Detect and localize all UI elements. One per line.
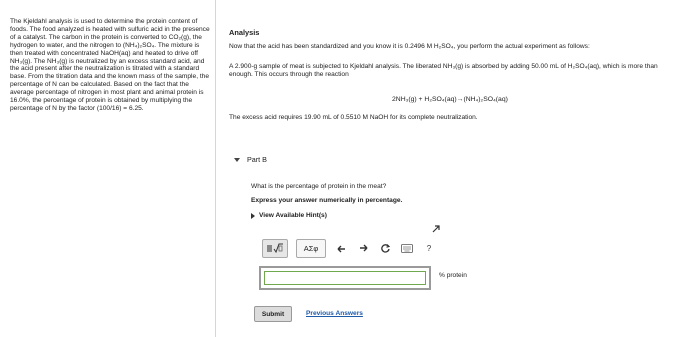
undo-icon[interactable] xyxy=(334,240,348,257)
part-b-label: Part B xyxy=(247,155,267,164)
question-text: What is the percentage of protein in the meat? xyxy=(251,183,387,190)
answer-input[interactable] xyxy=(259,266,431,290)
chevron-right-icon xyxy=(251,213,255,219)
submit-button[interactable]: Submit xyxy=(254,306,292,322)
reset-icon[interactable] xyxy=(378,240,392,257)
hint-label: View Available Hint(s) xyxy=(259,212,327,219)
equation-toolbar xyxy=(262,231,436,265)
divider xyxy=(215,0,216,337)
view-hints-link[interactable] xyxy=(251,212,327,219)
instruction-text: Express your answer numerically in percentage. xyxy=(251,197,403,204)
analysis-paragraph-1: Now that the acid has been standardized and you know it is 0.2496 M H₂SO₄, you perform the actual experiment as follows: xyxy=(229,43,590,50)
greek-symbols-button[interactable]: ΑΣφ xyxy=(296,239,326,258)
part-b-toggle[interactable] xyxy=(234,155,267,164)
analysis-paragraph-2: A 2.900-g sample of meat is subjected to Kjeldahl analysis. The liberated NH₃(g) is absorbed by adding 50.00 mL of H₂SO₄(aq), which is more than enough. This occurs through the reaction xyxy=(229,63,658,78)
templates-button[interactable] xyxy=(262,239,288,258)
analysis-paragraph-3: The excess acid requires 19.90 mL of 0.5510 M NaOH for its complete neutralization. xyxy=(229,114,478,121)
redo-icon[interactable] xyxy=(356,240,370,257)
help-icon[interactable]: ? xyxy=(426,243,432,253)
answer-unit: % protein xyxy=(439,272,467,279)
previous-answers-link[interactable]: Previous Answers xyxy=(306,310,363,317)
chevron-down-icon xyxy=(234,158,240,162)
answer-input-focus[interactable] xyxy=(264,271,426,285)
analysis-title: Analysis xyxy=(229,28,260,37)
cursor-arrow-icon xyxy=(431,224,441,237)
intro-text: The Kjeldahl analysis is used to determine the protein content of foods. The food analyzed is heated with sulfuric acid in the presence of a catalyst. The carbon in the protein is converted to CO₂(g), the hydrogen to water, and the nitrogen to (NH₄)₂SO₄. The mixture is then treated with concentrated NaOH(aq) and heated to drive off NH₃(g). The NH₃(g) is neutralized by an excess standard acid, and the acid present after the neutralization is titrated with a standard base. From the titration data and the known mass of the sample, the percentage of N can be calculated. Based on the fact that the average percentage of nitrogen in most plant and animal protein is 16.0%, the percentage of protein is obtained by multiplying the percentage of N by the factor (100/16) = 6.25. xyxy=(10,18,210,112)
templates-icon xyxy=(266,243,284,254)
keyboard-icon[interactable] xyxy=(400,240,414,257)
reaction-equation: 2NH₃(g) + H₂SO₄(aq)→(NH₄)₂SO₄(aq) xyxy=(392,96,508,103)
